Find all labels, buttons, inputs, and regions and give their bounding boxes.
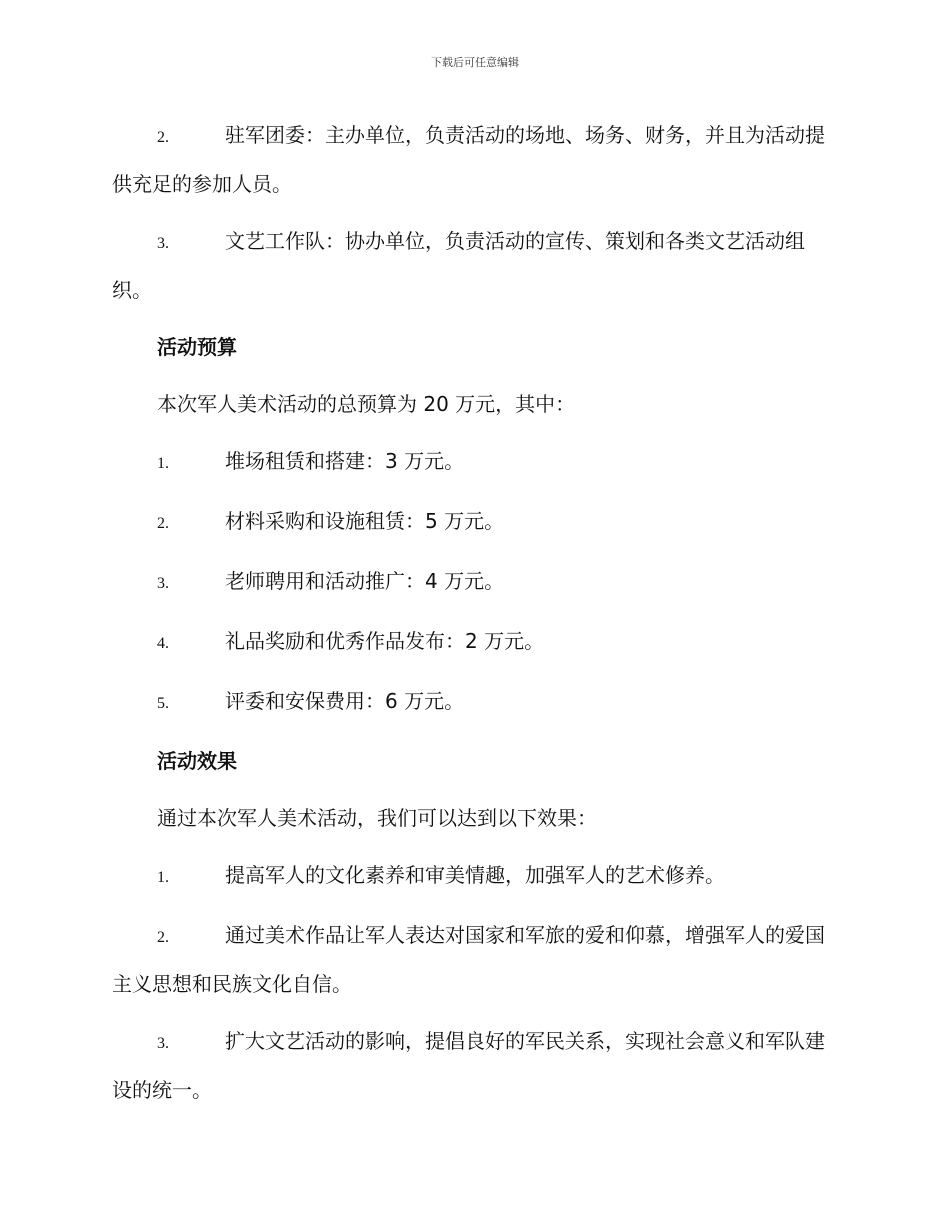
document-body — [112, 112, 834, 1124]
list-number: 5. — [157, 695, 169, 712]
list-item — [112, 498, 834, 547]
list-text: 文艺工作队：协办单位，负责活动的宣传、策划和各类文艺活动组织。 — [112, 229, 805, 302]
list-text: 堆场租赁和搭建：3 万元。 — [225, 449, 465, 473]
effect-intro: 通过本次军人美术活动，我们可以达到以下效果： — [157, 806, 597, 830]
list-text: 提高军人的文化素养和审美情趣，加强军人的艺术修养。 — [225, 863, 725, 887]
list-number: 2. — [157, 515, 169, 532]
page-header: 下载后可任意编辑 — [431, 56, 519, 69]
section-heading-effect: 活动效果 — [157, 749, 237, 773]
list-number: 3. — [157, 575, 169, 592]
list-text: 通过美术作品让军人表达对国家和军旅的爱和仰慕，增强军人的爱国主义思想和民族文化自信。 — [112, 923, 825, 996]
list-text: 老师聘用和活动推广：4 万元。 — [225, 569, 505, 593]
list-number: 4. — [157, 635, 169, 652]
list-text: 材料采购和设施租赁：5 万元。 — [225, 509, 505, 533]
list-text: 礼品奖励和优秀作品发布：2 万元。 — [225, 629, 545, 653]
list-number: 3. — [157, 235, 169, 252]
list-item — [112, 112, 834, 207]
section-heading-budget: 活动预算 — [157, 335, 237, 359]
list-item — [112, 912, 834, 1007]
list-item — [112, 852, 834, 901]
list-item — [112, 678, 834, 727]
list-text: 扩大文艺活动的影响，提倡良好的军民关系，实现社会意义和军队建设的统一。 — [112, 1029, 825, 1102]
list-item — [112, 1018, 834, 1113]
list-item — [112, 218, 834, 313]
list-number: 2. — [157, 929, 169, 946]
list-item — [112, 558, 834, 607]
list-item — [112, 438, 834, 487]
budget-intro: 本次军人美术活动的总预算为 20 万元，其中： — [157, 392, 576, 416]
list-number: 3. — [157, 1035, 169, 1052]
list-item — [112, 618, 834, 667]
list-number: 1. — [157, 869, 169, 886]
list-number: 1. — [157, 455, 169, 472]
list-text: 评委和安保费用：6 万元。 — [225, 689, 465, 713]
list-number: 2. — [157, 129, 169, 146]
list-text: 驻军团委：主办单位，负责活动的场地、场务、财务，并且为活动提供充足的参加人员。 — [112, 123, 825, 196]
